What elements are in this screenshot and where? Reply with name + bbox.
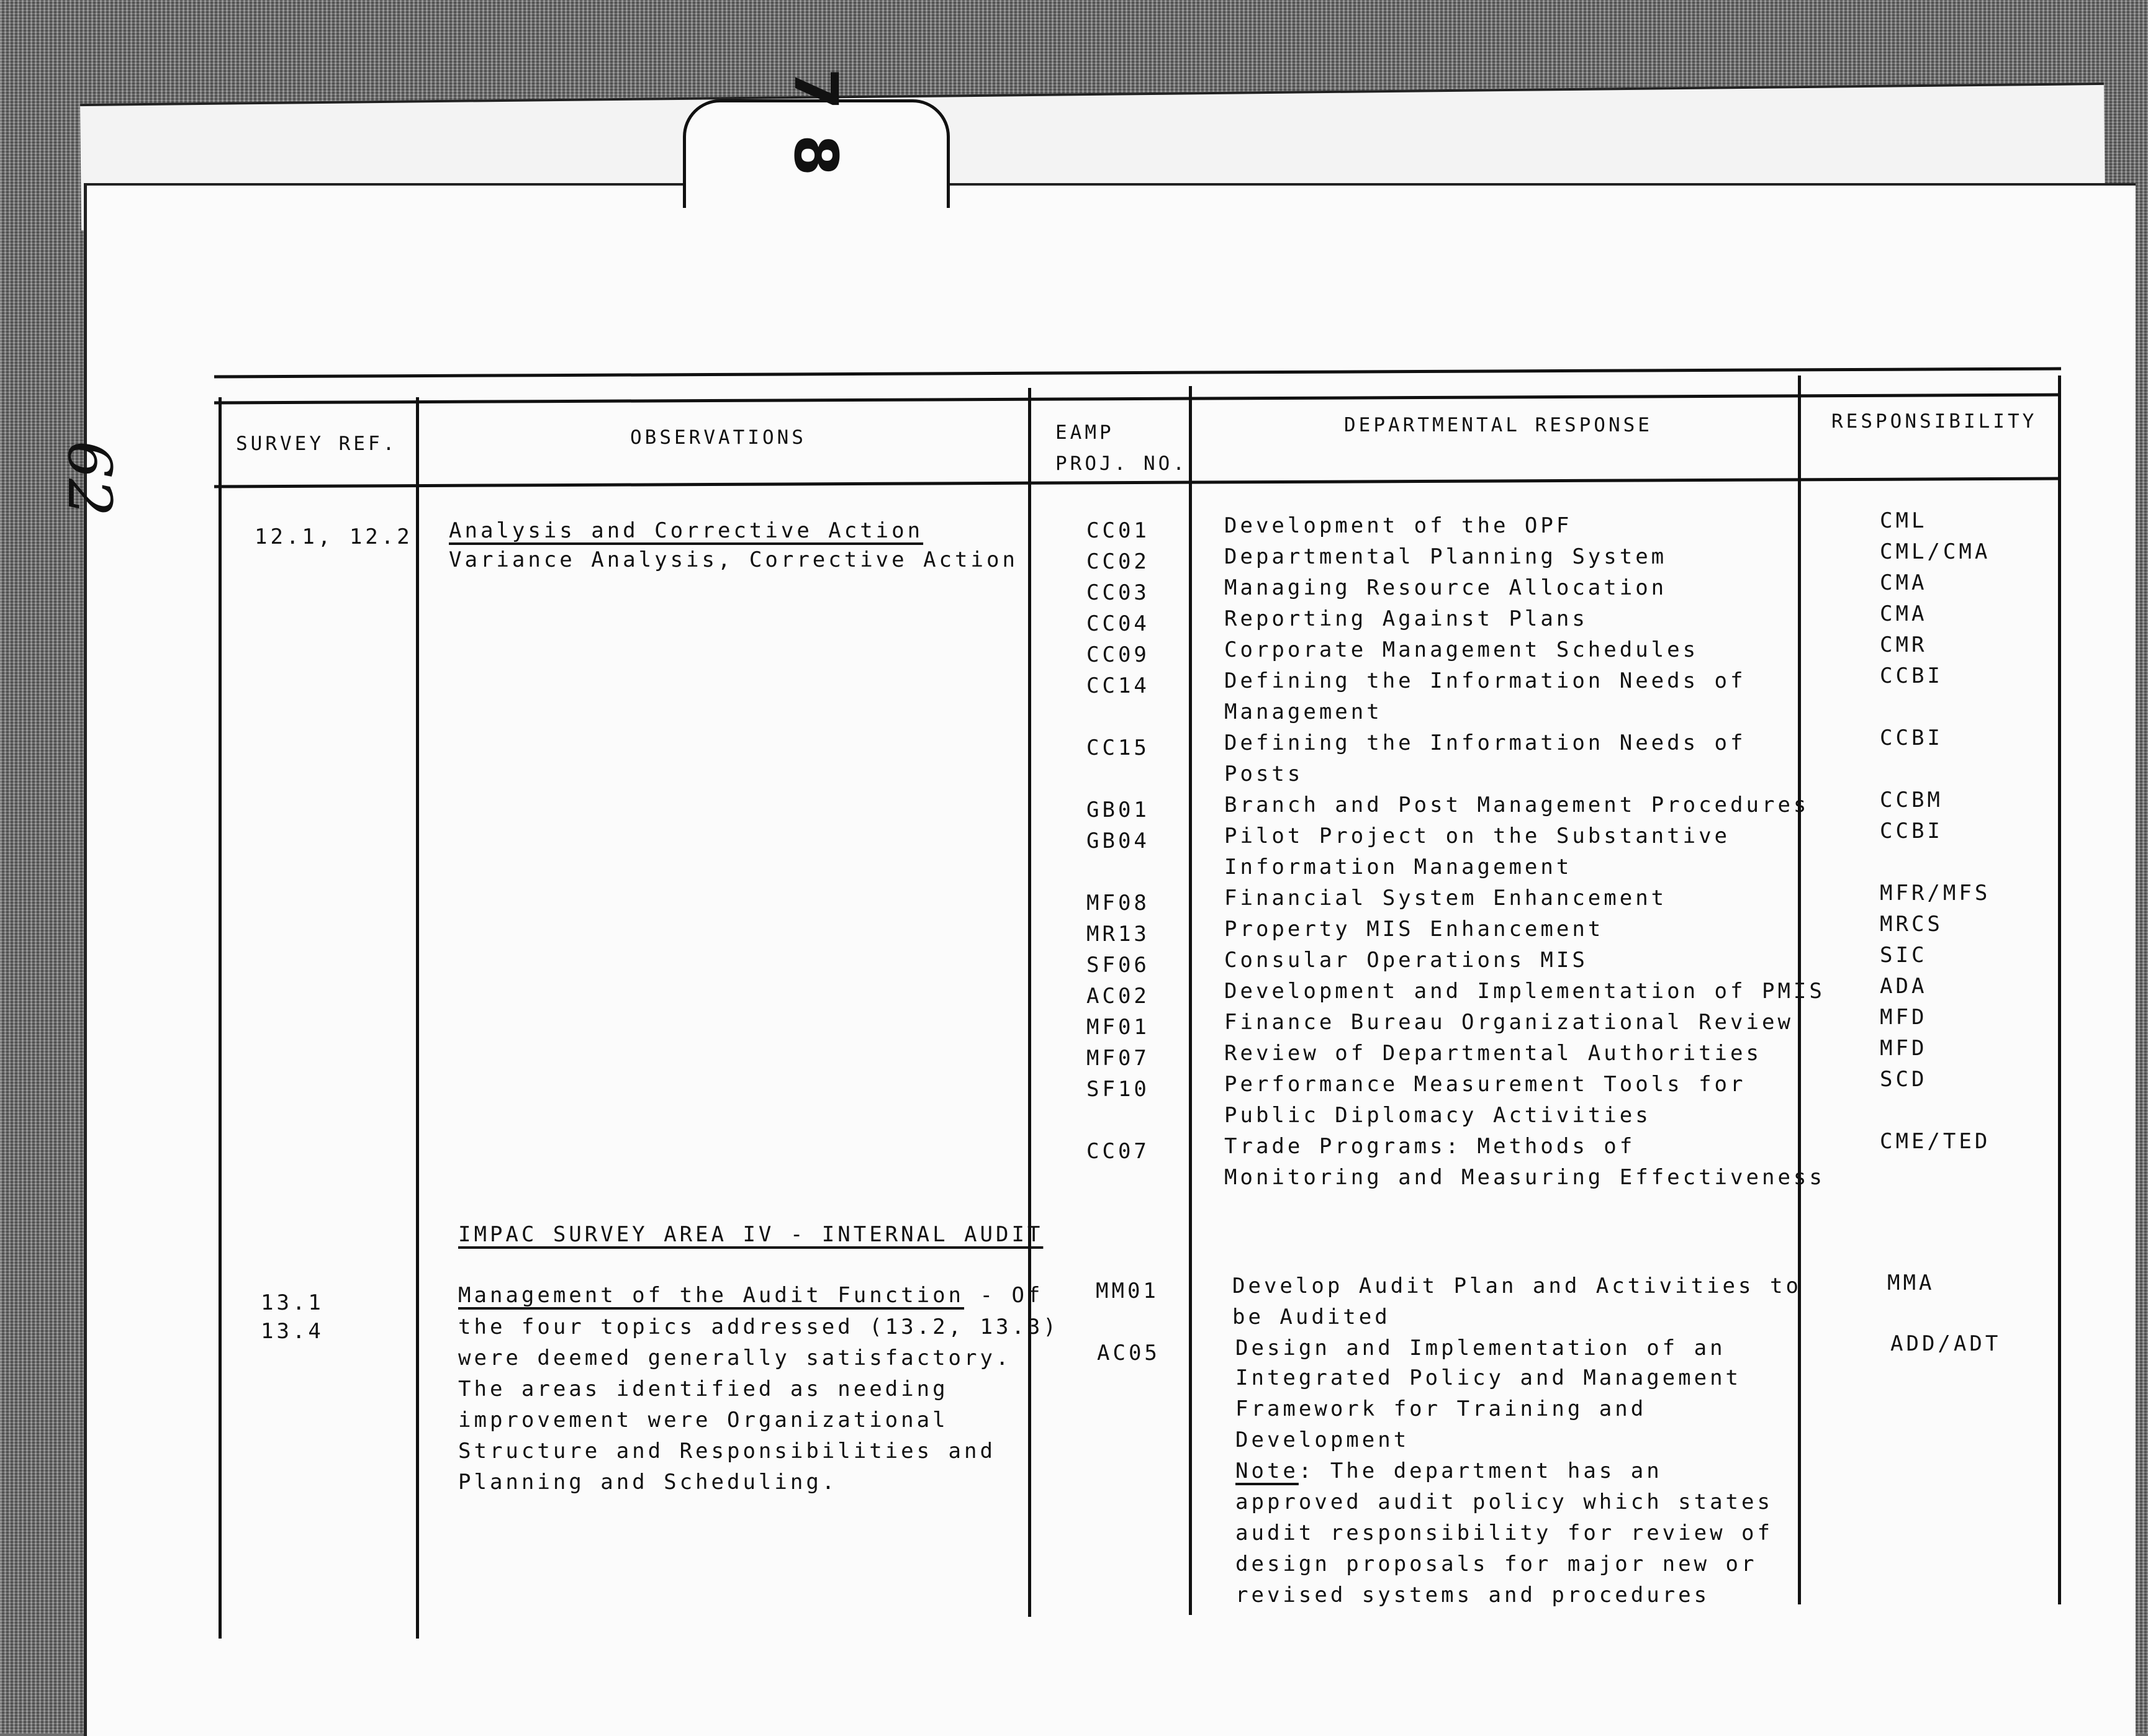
header-observations: OBSERVATIONS [630, 426, 806, 449]
responsibility-cell: ADA [1880, 974, 1928, 999]
proj-no-cell: SF10 [1086, 1077, 1150, 1102]
response-cell: Performance Measurement Tools for [1224, 1072, 1746, 1097]
proj-no-cell: CC07 [1086, 1139, 1150, 1164]
responsibility-mma: MMA [1887, 1271, 1935, 1295]
response-cell: Defining the Information Needs of [1224, 731, 1746, 755]
column-rule-right [2058, 376, 2061, 1604]
response-cell: Financial System Enhancement [1224, 886, 1667, 911]
proj-no-cell: MR13 [1086, 922, 1150, 947]
proj-no-cell: CC09 [1086, 642, 1150, 667]
responsibility-cell: MFR/MFS [1880, 881, 1991, 906]
response-line: Integrated Policy and Management [1235, 1365, 1742, 1390]
responsibility-cell: CCBI [1880, 726, 1943, 750]
responsibility-cell: CCBI [1880, 819, 1943, 843]
response-cell: Consular Operations MIS [1224, 948, 1588, 973]
response-cell: Property MIS Enhancement [1224, 917, 1604, 942]
response-line: Framework for Training and [1235, 1396, 1647, 1421]
proj-no-cell: CC02 [1086, 549, 1150, 574]
proj-no-cell: CC14 [1086, 673, 1150, 698]
responsibility-cell: CML [1880, 508, 1928, 533]
observation-audit-title-tail: - Of [964, 1283, 1044, 1308]
responsibility-cell: CMR [1880, 632, 1928, 657]
note-line: revised systems and procedures [1235, 1583, 1710, 1608]
response-cell: Finance Bureau Organizational Review [1224, 1010, 1794, 1035]
responsibility-cell: CCBM [1880, 788, 1943, 812]
header-responsibility: RESPONSIBILITY [1831, 410, 2037, 433]
proj-no-cell: GB01 [1086, 798, 1150, 822]
column-rule-observations [1028, 388, 1031, 1617]
header-proj-no: PROJ. NO. [1055, 452, 1188, 475]
observation-line: The areas identified as needing [458, 1377, 949, 1401]
response-line: Develop Audit Plan and Activities to [1232, 1274, 1802, 1298]
responsibility-cell: SIC [1880, 943, 1928, 968]
column-rule-eamp [1189, 386, 1192, 1615]
observation-audit-title-underlined: Management of the Audit Function [458, 1283, 965, 1308]
responsibility-add-adt: ADD/ADT [1890, 1331, 2001, 1356]
responsibility-cell: CMA [1880, 570, 1928, 595]
observation-line: the four topics addressed (13.2, 13.3) [458, 1315, 1059, 1339]
column-rule-survey [416, 397, 419, 1639]
response-cell-continued: Public Diplomacy Activities [1224, 1103, 1651, 1128]
response-cell: Managing Resource Allocation [1224, 575, 1667, 600]
responsibility-cell: MFD [1880, 1036, 1928, 1061]
response-line: Design and Implementation of an [1235, 1336, 1726, 1360]
proj-no-cell: CC03 [1086, 580, 1150, 605]
proj-no-ac05: AC05 [1097, 1341, 1160, 1365]
proj-no-cell: GB04 [1086, 829, 1150, 853]
column-rule-left [219, 397, 222, 1639]
response-cell-continued: Posts [1224, 762, 1304, 786]
proj-no-cell: CC15 [1086, 735, 1150, 760]
responsibility-cell: CML/CMA [1880, 539, 1991, 564]
observation-line: were deemed generally satisfactory. [458, 1346, 1012, 1370]
response-cell: Defining the Information Needs of [1224, 668, 1746, 693]
observation-line: improvement were Organizational [458, 1408, 949, 1432]
section-heading-internal-audit: IMPAC SURVEY AREA IV - INTERNAL AUDIT [458, 1222, 1044, 1247]
response-cell: Development and Implementation of PMIS [1224, 979, 1825, 1004]
note-line: design proposals for major new or [1235, 1552, 1758, 1576]
proj-no-cell: MF07 [1086, 1046, 1150, 1071]
observation-line: Structure and Responsibilities and [458, 1439, 996, 1464]
folder-tab-label: 78 [781, 68, 851, 201]
header-eamp: EAMP [1055, 421, 1114, 444]
proj-no-cell: AC02 [1086, 984, 1150, 1009]
observation-title-analysis: Analysis and Corrective Action [449, 518, 924, 543]
survey-ref-13-1: 13.1 [261, 1290, 324, 1315]
response-cell: Review of Departmental Authorities [1224, 1041, 1762, 1066]
observation-audit-function-title [458, 1285, 1043, 1306]
observation-line: Planning and Scheduling. [458, 1470, 838, 1495]
response-cell: Branch and Post Management Procedures [1224, 793, 1810, 817]
responsibility-cell: MFD [1880, 1005, 1928, 1030]
response-cell-continued: Management [1224, 699, 1383, 724]
proj-no-cell: SF06 [1086, 953, 1150, 978]
note-line: approved audit policy which states [1235, 1490, 1773, 1514]
note-first-text: : The department has an [1298, 1459, 1663, 1483]
response-cell-continued: Information Management [1224, 855, 1573, 879]
handwritten-page-number: 62 [55, 441, 124, 517]
response-line: Development [1235, 1428, 1410, 1452]
response-cell: Pilot Project on the Substantive [1224, 824, 1731, 848]
proj-no-cell: MF01 [1086, 1015, 1150, 1040]
response-cell: Trade Programs: Methods of [1224, 1134, 1636, 1159]
header-survey-ref: SURVEY REF. [236, 433, 398, 455]
observation-subtitle-variance: Variance Analysis, Corrective Action [449, 547, 1018, 572]
response-cell-continued: Monitoring and Measuring Effectiveness [1224, 1165, 1825, 1190]
note-line: audit responsibility for review of [1235, 1521, 1773, 1545]
responsibility-cell: CMA [1880, 601, 1928, 626]
responsibility-cell: MRCS [1880, 912, 1943, 937]
response-cell: Corporate Management Schedules [1224, 637, 1699, 662]
survey-ref-12: 12.1, 12.2 [255, 524, 413, 549]
note-label: Note [1235, 1459, 1299, 1483]
note-first-line [1235, 1460, 1663, 1482]
response-cell: Departmental Planning System [1224, 544, 1667, 569]
proj-no-cell: CC04 [1086, 611, 1150, 636]
response-cell: Development of the OPF [1224, 513, 1573, 538]
header-departmental-response: DEPARTMENTAL RESPONSE [1344, 414, 1653, 436]
responsibility-cell: CME/TED [1880, 1129, 1991, 1154]
proj-no-cell: MF08 [1086, 891, 1150, 915]
survey-ref-13-4: 13.4 [261, 1319, 324, 1344]
response-line: be Audited [1232, 1305, 1391, 1329]
responsibility-cell: CCBI [1880, 663, 1943, 688]
response-cell: Reporting Against Plans [1224, 606, 1588, 631]
proj-no-mm01: MM01 [1096, 1279, 1159, 1303]
responsibility-cell: SCD [1880, 1067, 1928, 1092]
proj-no-cell: CC01 [1086, 518, 1150, 543]
